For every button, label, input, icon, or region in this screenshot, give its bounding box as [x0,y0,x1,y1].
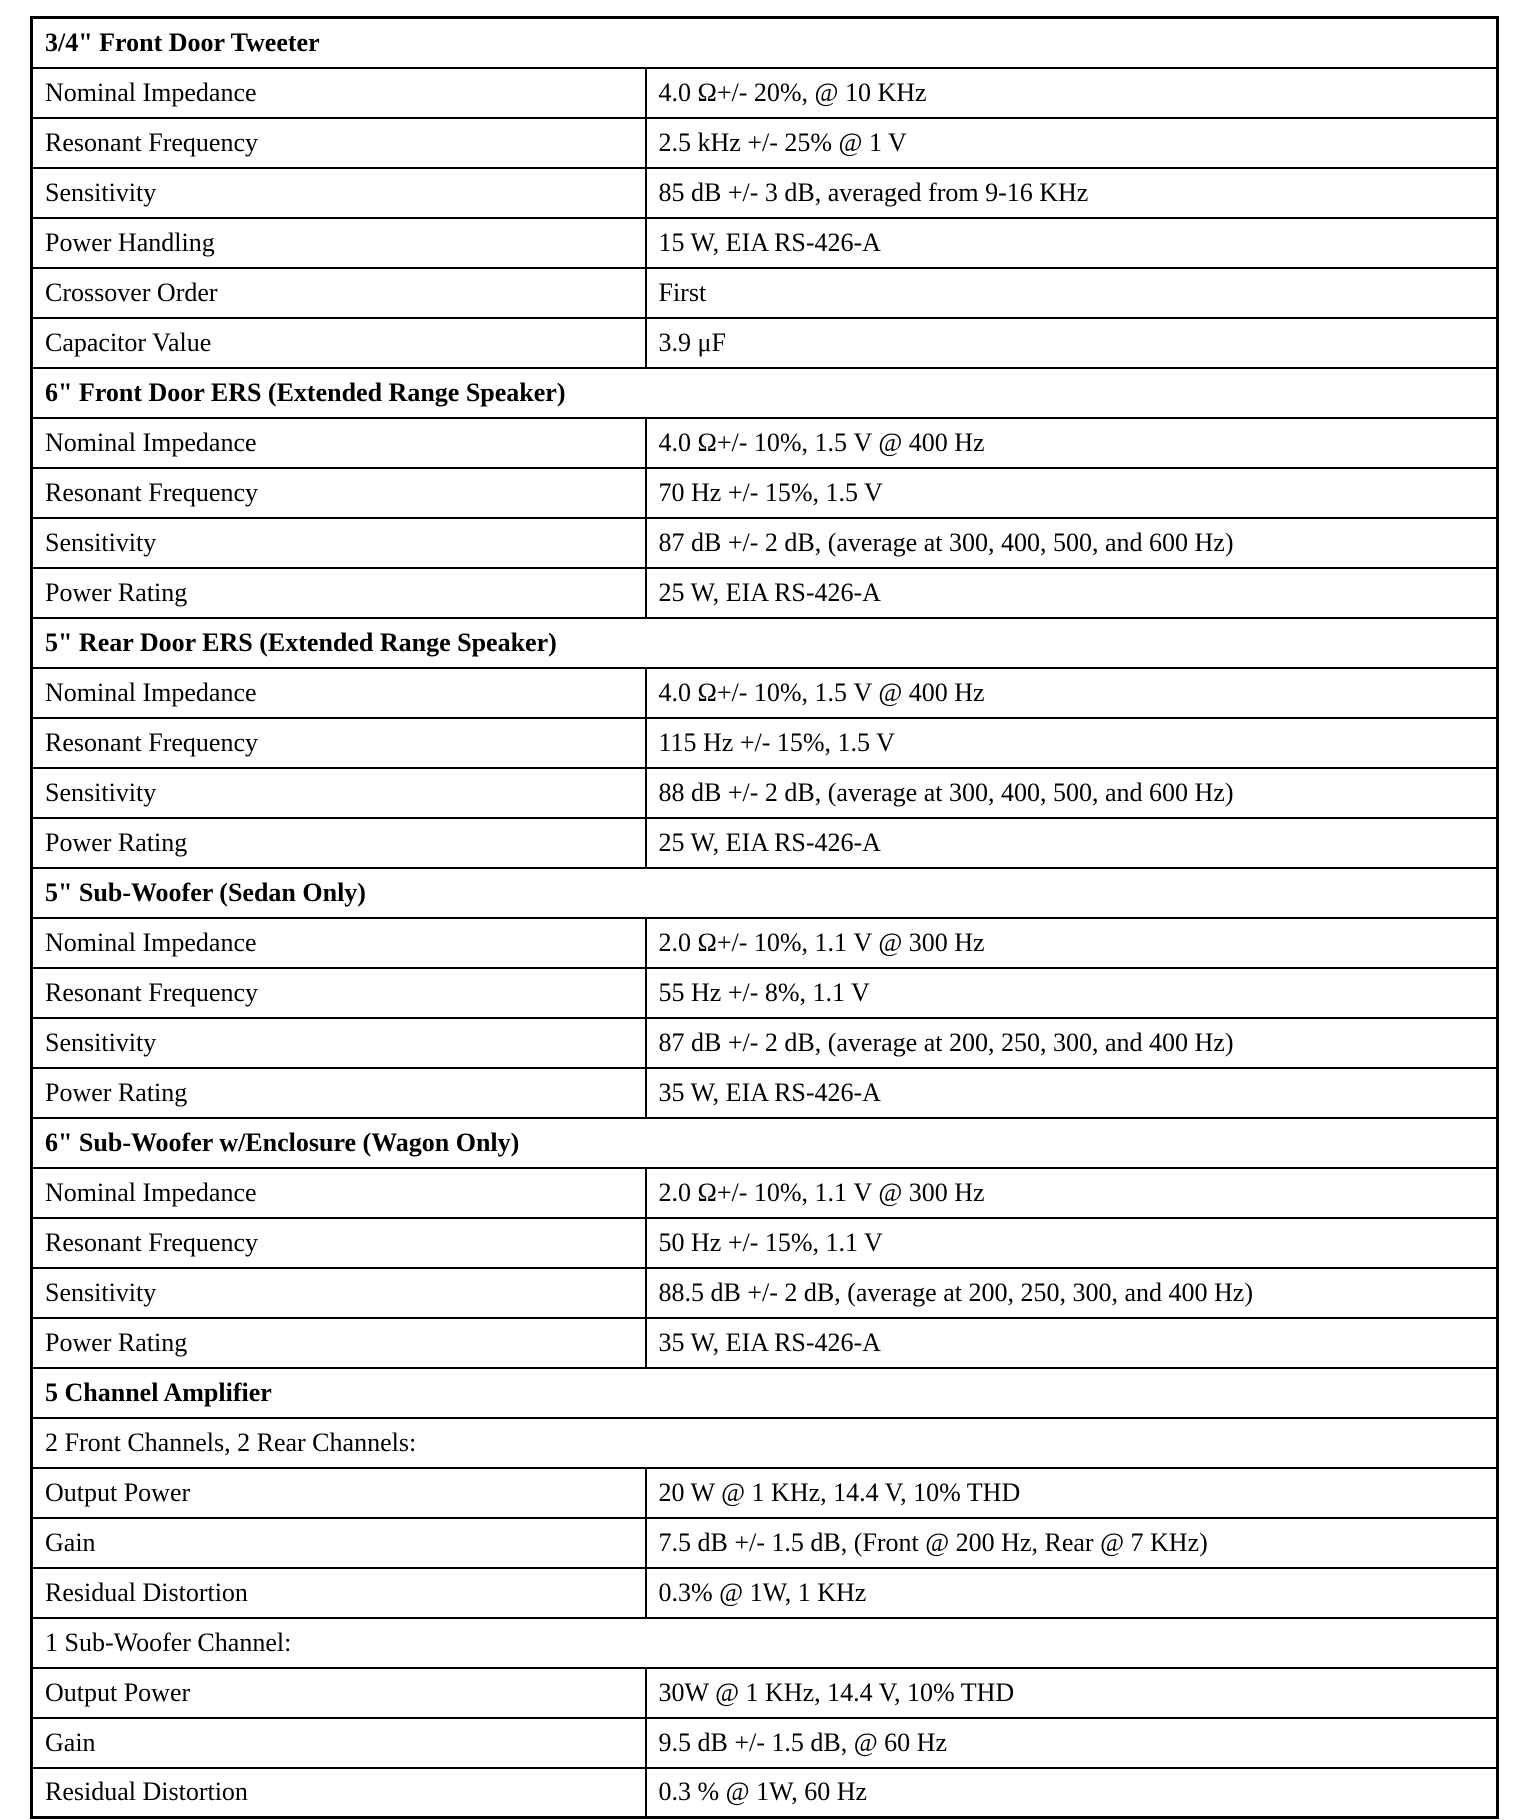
spec-label: Capacitor Value [32,318,646,368]
spec-label: Resonant Frequency [32,468,646,518]
table-row [32,1068,1498,1118]
table-row [32,1318,1498,1368]
spec-value: 3.9 μF [646,318,1498,368]
section-title: 5 Channel Amplifier [32,1368,1498,1418]
table-row [32,118,1498,168]
spec-label: Resonant Frequency [32,1218,646,1268]
section-header-row [32,368,1498,418]
spec-label: Nominal Impedance [32,1168,646,1218]
spec-value: 0.3 % @ 1W, 60 Hz [646,1768,1498,1818]
spec-value: 87 dB +/- 2 dB, (average at 300, 400, 500, and 600 Hz) [646,518,1498,568]
spec-value: 7.5 dB +/- 1.5 dB, (Front @ 200 Hz, Rear @ 7 KHz) [646,1518,1498,1568]
spec-value: 4.0 Ω+/- 10%, 1.5 V @ 400 Hz [646,668,1498,718]
table-row [32,1568,1498,1618]
subsection-header-row [32,1618,1498,1668]
table-row [32,818,1498,868]
spec-label: Resonant Frequency [32,118,646,168]
spec-value: 87 dB +/- 2 dB, (average at 200, 250, 300, and 400 Hz) [646,1018,1498,1068]
table-row [32,418,1498,468]
section-header-row [32,1368,1498,1418]
spec-label: Sensitivity [32,168,646,218]
spec-value: 55 Hz +/- 8%, 1.1 V [646,968,1498,1018]
table-row [32,68,1498,118]
spec-label: Sensitivity [32,1018,646,1068]
section-header-row [32,868,1498,918]
spec-value: 25 W, EIA RS-426-A [646,818,1498,868]
spec-value: 88 dB +/- 2 dB, (average at 300, 400, 500, and 600 Hz) [646,768,1498,818]
spec-value: 88.5 dB +/- 2 dB, (average at 200, 250, 300, and 400 Hz) [646,1268,1498,1318]
spec-label: Sensitivity [32,768,646,818]
spec-label: Power Rating [32,1068,646,1118]
spec-value: 85 dB +/- 3 dB, averaged from 9-16 KHz [646,168,1498,218]
spec-label: Residual Distortion [32,1568,646,1618]
section-title: 5" Sub-Woofer (Sedan Only) [32,868,1498,918]
table-row [32,168,1498,218]
spec-value: 4.0 Ω+/- 20%, @ 10 KHz [646,68,1498,118]
section-title: 5" Rear Door ERS (Extended Range Speaker) [32,618,1498,668]
spec-label: Gain [32,1518,646,1568]
spec-label: Sensitivity [32,518,646,568]
spec-label: Nominal Impedance [32,418,646,468]
spec-value: 35 W, EIA RS-426-A [646,1068,1498,1118]
spec-label: Power Rating [32,1318,646,1368]
spec-value: 2.0 Ω+/- 10%, 1.1 V @ 300 Hz [646,1168,1498,1218]
table-row [32,1518,1498,1568]
spec-label: Crossover Order [32,268,646,318]
spec-value: 2.0 Ω+/- 10%, 1.1 V @ 300 Hz [646,918,1498,968]
spec-value: 0.3% @ 1W, 1 KHz [646,1568,1498,1618]
spec-value: 25 W, EIA RS-426-A [646,568,1498,618]
table-row [32,718,1498,768]
section-header-row [32,1118,1498,1168]
table-row [32,218,1498,268]
section-title: 3/4" Front Door Tweeter [32,18,1498,68]
section-title: 6" Front Door ERS (Extended Range Speaker) [32,368,1498,418]
spec-label: Power Handling [32,218,646,268]
table-row [32,1718,1498,1768]
table-row [32,518,1498,568]
spec-label: Output Power [32,1468,646,1518]
table-row [32,918,1498,968]
spec-value: 35 W, EIA RS-426-A [646,1318,1498,1368]
section-header-row [32,18,1498,68]
speaker-spec-table [30,16,1499,1819]
spec-value: 30W @ 1 KHz, 14.4 V, 10% THD [646,1668,1498,1718]
table-row [32,1768,1498,1818]
table-row [32,318,1498,368]
table-row [32,1468,1498,1518]
spec-label: Nominal Impedance [32,68,646,118]
spec-value: 115 Hz +/- 15%, 1.5 V [646,718,1498,768]
table-row [32,468,1498,518]
spec-value: 20 W @ 1 KHz, 14.4 V, 10% THD [646,1468,1498,1518]
table-row [32,768,1498,818]
spec-value: 50 Hz +/- 15%, 1.1 V [646,1218,1498,1268]
spec-label: Output Power [32,1668,646,1718]
table-row [32,1168,1498,1218]
table-row [32,268,1498,318]
table-row [32,1668,1498,1718]
table-row [32,968,1498,1018]
table-row [32,1268,1498,1318]
spec-value: 70 Hz +/- 15%, 1.5 V [646,468,1498,518]
section-header-row [32,618,1498,668]
spec-value: 2.5 kHz +/- 25% @ 1 V [646,118,1498,168]
spec-label: Sensitivity [32,1268,646,1318]
spec-label: Power Rating [32,818,646,868]
table-row [32,1018,1498,1068]
spec-label: Residual Distortion [32,1768,646,1818]
spec-label: Resonant Frequency [32,968,646,1018]
subsection-title: 1 Sub-Woofer Channel: [32,1618,1498,1668]
subsection-header-row [32,1418,1498,1468]
spec-label: Nominal Impedance [32,668,646,718]
spec-value: 15 W, EIA RS-426-A [646,218,1498,268]
table-row [32,1218,1498,1268]
spec-value: 4.0 Ω+/- 10%, 1.5 V @ 400 Hz [646,418,1498,468]
spec-value: 9.5 dB +/- 1.5 dB, @ 60 Hz [646,1718,1498,1768]
subsection-title: 2 Front Channels, 2 Rear Channels: [32,1418,1498,1468]
table-row [32,668,1498,718]
spec-label: Power Rating [32,568,646,618]
spec-label: Nominal Impedance [32,918,646,968]
spec-value: First [646,268,1498,318]
section-title: 6" Sub-Woofer w/Enclosure (Wagon Only) [32,1118,1498,1168]
spec-label: Resonant Frequency [32,718,646,768]
table-row [32,568,1498,618]
spec-label: Gain [32,1718,646,1768]
